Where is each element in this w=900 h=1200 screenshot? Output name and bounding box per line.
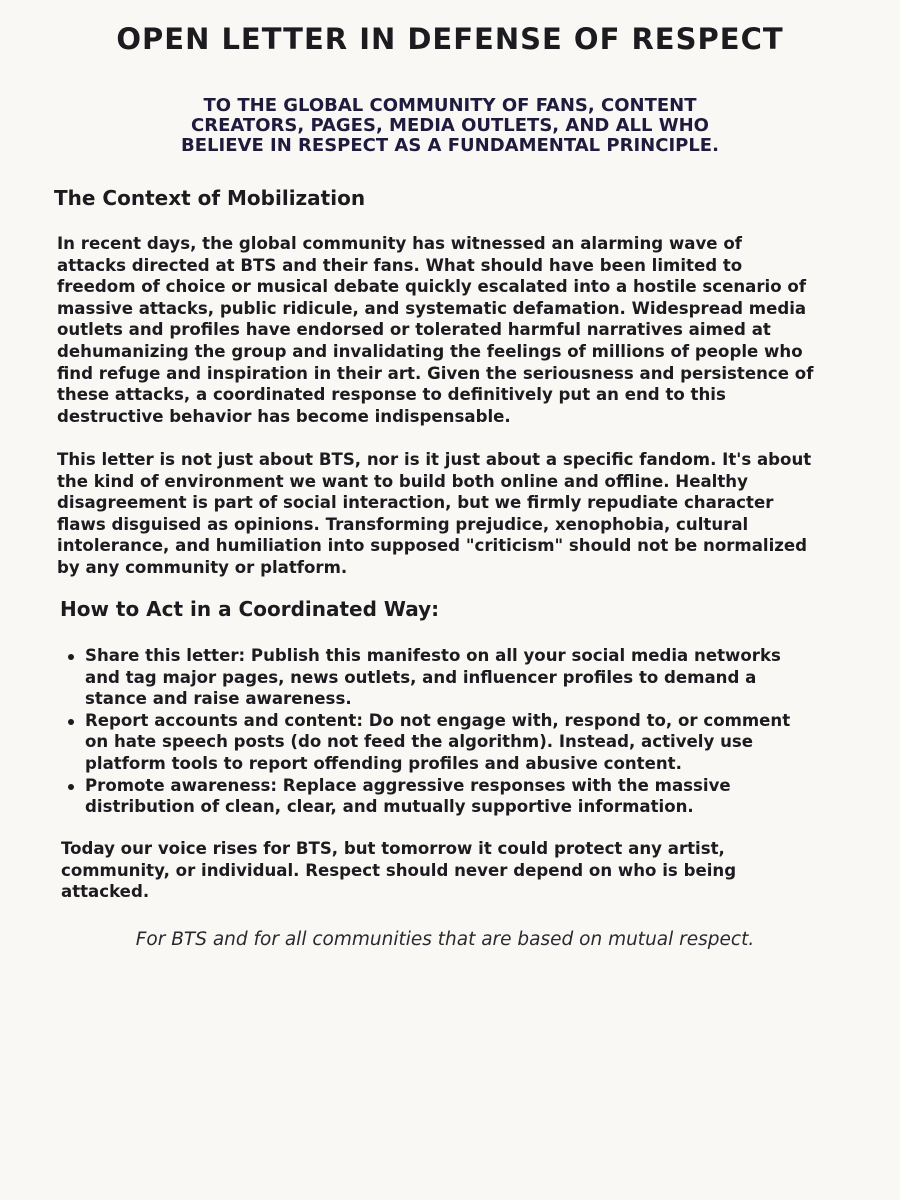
context-heading: The Context of Mobilization: [54, 186, 366, 210]
closing-statement: For BTS and for all communities that are based on mutual respect.: [135, 929, 755, 950]
subtitle-line: BELIEVE IN RESPECT AS A FUNDAMENTAL PRINCIPLE.: [181, 135, 719, 156]
text-line: Report accounts and content: Do not engage with, respond to, or comment: [85, 710, 791, 730]
bullet-dot-icon: [68, 654, 74, 660]
bullet-dot-icon: [68, 784, 74, 790]
text-line: disagreement is part of social interaction, but we firmly repudiate character: [57, 493, 774, 513]
list-item: [66, 775, 846, 818]
text-line: attacked.: [61, 882, 150, 902]
text-line: community, or individual. Respect should never depend on who is being: [61, 860, 737, 880]
text-line: and tag major pages, news outlets, and influencer profiles to demand a: [85, 667, 757, 687]
text-line: the kind of environment we want to build both online and offline. Healthy: [57, 471, 748, 491]
text-line: massive attacks, public ridicule, and systematic defamation. Widespread media: [57, 298, 807, 318]
list-item: [66, 710, 846, 775]
text-line: platform tools to report offending profiles and abusive content.: [85, 753, 682, 773]
text-line: intolerance, and humiliation into supposed "criticism" should not be normalized: [57, 536, 808, 556]
text-line: stance and raise awareness.: [85, 689, 352, 709]
action-list: [66, 645, 846, 818]
conclusion-paragraph: [61, 838, 861, 903]
how-to-act-heading: How to Act in a Coordinated Way:: [60, 597, 440, 621]
text-line: outlets and profiles have endorsed or tolerated harmful narratives aimed at: [57, 320, 771, 340]
text-line: these attacks, a coordinated response to definitively put an end to this: [57, 385, 726, 405]
text-line: freedom of choice or musical debate quickly escalated into a hostile scenario of: [57, 277, 807, 297]
text-line: on hate speech posts (do not feed the algorithm). Instead, actively use: [85, 732, 754, 752]
text-line: by any community or platform.: [57, 557, 348, 577]
text-line: flaws disguised as opinions. Transforming prejudice, xenophobia, cultural: [57, 514, 749, 534]
list-item: [66, 645, 846, 710]
text-line: find refuge and inspiration in their art. Given the seriousness and persistence of: [57, 363, 814, 383]
text-line: In recent days, the global community has witnessed an alarming wave of: [57, 234, 742, 253]
text-line: destructive behavior has become indispensable.: [57, 406, 511, 426]
bullet-dot-icon: [68, 719, 74, 725]
subtitle-line: CREATORS, PAGES, MEDIA OUTLETS, AND ALL WHO: [191, 115, 709, 136]
text-line: Today our voice rises for BTS, but tomorrow it could protect any artist,: [61, 839, 725, 858]
text-line: Promote awareness: Replace aggressive responses with the massive: [85, 775, 731, 795]
text-line: This letter is not just about BTS, nor is it just about a specific fandom. It's about: [57, 450, 812, 469]
text-line: Share this letter: Publish this manifesto on all your social media networks: [85, 646, 781, 665]
subtitle: [120, 96, 780, 156]
text-line: distribution of clean, clear, and mutually supportive information.: [85, 797, 694, 817]
text-line: dehumanizing the group and invalidating the feelings of millions of people who: [57, 341, 803, 361]
text-line: attacks directed at BTS and their fans. What should have been limited to: [57, 255, 743, 275]
page-title: OPEN LETTER IN DEFENSE OF RESPECT: [116, 22, 784, 56]
context-paragraph-2: [57, 449, 857, 579]
subtitle-line: TO THE GLOBAL COMMUNITY OF FANS, CONTENT: [203, 95, 697, 116]
context-paragraph-1: [57, 233, 857, 427]
